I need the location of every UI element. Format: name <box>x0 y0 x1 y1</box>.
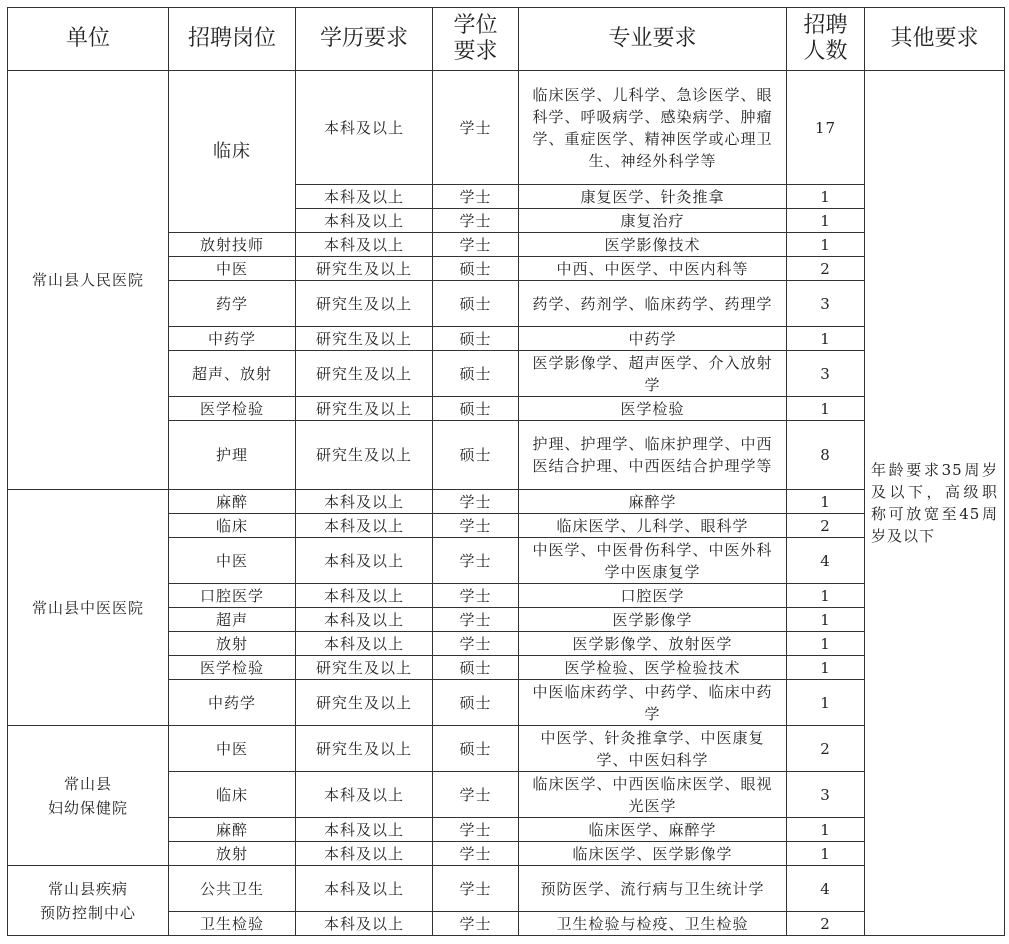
degree-cell: 硕士 <box>433 397 519 421</box>
post-cell: 医学检验 <box>169 397 296 421</box>
count-cell: 1 <box>787 233 865 257</box>
unit-cell: 常山县 妇幼保健院 <box>8 726 169 866</box>
education-cell: 研究生及以上 <box>296 656 433 680</box>
count-cell: 17 <box>787 71 865 185</box>
major-cell: 临床医学、医学影像学 <box>519 842 787 866</box>
education-cell: 研究生及以上 <box>296 726 433 772</box>
count-cell: 2 <box>787 257 865 281</box>
count-cell: 3 <box>787 351 865 397</box>
major-cell: 预防医学、流行病与卫生统计学 <box>519 866 787 912</box>
header-row <box>8 8 1005 71</box>
major-cell: 临床医学、中西医临床医学、眼视光医学 <box>519 772 787 818</box>
major-cell: 康复医学、针灸推拿 <box>519 185 787 209</box>
count-cell: 1 <box>787 397 865 421</box>
major-cell: 口腔医学 <box>519 584 787 608</box>
degree-cell: 硕士 <box>433 656 519 680</box>
major-cell: 中医临床药学、中药学、临床中药学 <box>519 680 787 726</box>
degree-cell: 学士 <box>433 490 519 514</box>
major-cell: 康复治疗 <box>519 209 787 233</box>
education-cell: 本科及以上 <box>296 608 433 632</box>
table-row <box>8 726 1005 772</box>
count-cell: 1 <box>787 209 865 233</box>
post-cell: 药学 <box>169 281 296 327</box>
degree-cell: 硕士 <box>433 327 519 351</box>
count-cell: 1 <box>787 818 865 842</box>
count-cell: 4 <box>787 866 865 912</box>
other-requirement-cell: 年龄要求35周岁及以下，高级职称可放宽至45周岁及以下 <box>865 71 1005 936</box>
major-cell: 护理、护理学、临床护理学、中西医结合护理、中西医结合护理学等 <box>519 421 787 490</box>
count-cell: 2 <box>787 726 865 772</box>
count-cell: 1 <box>787 632 865 656</box>
education-cell: 本科及以上 <box>296 772 433 818</box>
education-cell: 研究生及以上 <box>296 281 433 327</box>
header-other: 其他要求 <box>865 8 1005 71</box>
post-cell: 放射 <box>169 632 296 656</box>
education-cell: 本科及以上 <box>296 490 433 514</box>
count-cell: 2 <box>787 514 865 538</box>
education-cell: 本科及以上 <box>296 866 433 912</box>
table-row <box>8 866 1005 912</box>
unit-cell: 常山县中医医院 <box>8 490 169 726</box>
major-cell: 医学影像学、放射医学 <box>519 632 787 656</box>
major-cell: 医学检验、医学检验技术 <box>519 656 787 680</box>
major-cell: 中医学、中医骨伤科学、中医外科学中医康复学 <box>519 538 787 584</box>
degree-cell: 学士 <box>433 608 519 632</box>
education-cell: 本科及以上 <box>296 209 433 233</box>
major-cell: 临床医学、儿科学、眼科学 <box>519 514 787 538</box>
education-cell: 研究生及以上 <box>296 327 433 351</box>
major-cell: 临床医学、儿科学、急诊医学、眼科学、呼吸病学、感染病学、肿瘤学、重症医学、精神医学或心理卫生、神经外科学等 <box>519 71 787 185</box>
major-cell: 中药学 <box>519 327 787 351</box>
post-cell: 临床 <box>169 71 296 233</box>
count-cell: 1 <box>787 584 865 608</box>
education-cell: 研究生及以上 <box>296 351 433 397</box>
post-cell: 医学检验 <box>169 656 296 680</box>
degree-cell: 学士 <box>433 632 519 656</box>
major-cell: 医学检验 <box>519 397 787 421</box>
major-cell: 中西、中医学、中医内科等 <box>519 257 787 281</box>
degree-cell: 学士 <box>433 842 519 866</box>
education-cell: 研究生及以上 <box>296 397 433 421</box>
degree-cell: 硕士 <box>433 281 519 327</box>
education-cell: 本科及以上 <box>296 584 433 608</box>
post-cell: 中医 <box>169 726 296 772</box>
degree-cell: 硕士 <box>433 351 519 397</box>
post-cell: 公共卫生 <box>169 866 296 912</box>
post-cell: 口腔医学 <box>169 584 296 608</box>
header-unit: 单位 <box>8 8 169 71</box>
degree-cell: 学士 <box>433 912 519 936</box>
count-cell: 2 <box>787 912 865 936</box>
major-cell: 医学影像学 <box>519 608 787 632</box>
degree-cell: 学士 <box>433 538 519 584</box>
post-cell: 中药学 <box>169 327 296 351</box>
count-cell: 1 <box>787 608 865 632</box>
education-cell: 研究生及以上 <box>296 257 433 281</box>
education-cell: 本科及以上 <box>296 185 433 209</box>
post-cell: 麻醉 <box>169 818 296 842</box>
degree-cell: 硕士 <box>433 257 519 281</box>
major-cell: 药学、药剂学、临床药学、药理学 <box>519 281 787 327</box>
post-cell: 中医 <box>169 538 296 584</box>
education-cell: 本科及以上 <box>296 233 433 257</box>
post-cell: 超声、放射 <box>169 351 296 397</box>
unit-cell: 常山县人民医院 <box>8 71 169 490</box>
post-cell: 卫生检验 <box>169 912 296 936</box>
post-cell: 放射 <box>169 842 296 866</box>
table-row <box>8 71 1005 185</box>
count-cell: 1 <box>787 327 865 351</box>
major-cell: 卫生检验与检疫、卫生检验 <box>519 912 787 936</box>
major-cell: 医学影像学、超声医学、介入放射学 <box>519 351 787 397</box>
header-post: 招聘岗位 <box>169 8 296 71</box>
count-cell: 3 <box>787 281 865 327</box>
education-cell: 研究生及以上 <box>296 680 433 726</box>
degree-cell: 学士 <box>433 866 519 912</box>
post-cell: 麻醉 <box>169 490 296 514</box>
count-cell: 4 <box>787 538 865 584</box>
table-row <box>8 490 1005 514</box>
count-cell: 3 <box>787 772 865 818</box>
recruitment-table <box>7 7 1005 936</box>
degree-cell: 学士 <box>433 514 519 538</box>
degree-cell: 学士 <box>433 772 519 818</box>
header-major: 专业要求 <box>519 8 787 71</box>
major-cell: 中医学、针灸推拿学、中医康复学、中医妇科学 <box>519 726 787 772</box>
post-cell: 放射技师 <box>169 233 296 257</box>
header-education: 学历要求 <box>296 8 433 71</box>
degree-cell: 硕士 <box>433 421 519 490</box>
education-cell: 本科及以上 <box>296 818 433 842</box>
post-cell: 临床 <box>169 514 296 538</box>
header-degree <box>433 8 519 71</box>
education-cell: 研究生及以上 <box>296 421 433 490</box>
header-degree-text: 学位 要求 <box>453 13 498 64</box>
count-cell: 1 <box>787 680 865 726</box>
post-cell: 护理 <box>169 421 296 490</box>
major-cell: 医学影像技术 <box>519 233 787 257</box>
count-cell: 1 <box>787 490 865 514</box>
degree-cell: 学士 <box>433 818 519 842</box>
post-cell: 临床 <box>169 772 296 818</box>
degree-cell: 学士 <box>433 71 519 185</box>
education-cell: 本科及以上 <box>296 842 433 866</box>
count-cell: 8 <box>787 421 865 490</box>
unit-cell: 常山县疾病 预防控制中心 <box>8 866 169 936</box>
degree-cell: 学士 <box>433 584 519 608</box>
degree-cell: 学士 <box>433 233 519 257</box>
degree-cell: 硕士 <box>433 680 519 726</box>
post-cell: 超声 <box>169 608 296 632</box>
header-count <box>787 8 865 71</box>
count-cell: 1 <box>787 656 865 680</box>
degree-cell: 学士 <box>433 185 519 209</box>
post-cell: 中医 <box>169 257 296 281</box>
degree-cell: 学士 <box>433 209 519 233</box>
count-cell: 1 <box>787 842 865 866</box>
education-cell: 本科及以上 <box>296 912 433 936</box>
post-cell: 中药学 <box>169 680 296 726</box>
education-cell: 本科及以上 <box>296 71 433 185</box>
education-cell: 本科及以上 <box>296 538 433 584</box>
count-cell: 1 <box>787 185 865 209</box>
major-cell: 临床医学、麻醉学 <box>519 818 787 842</box>
header-count-text: 招聘 人数 <box>803 13 848 64</box>
education-cell: 本科及以上 <box>296 514 433 538</box>
education-cell: 本科及以上 <box>296 632 433 656</box>
degree-cell: 硕士 <box>433 726 519 772</box>
major-cell: 麻醉学 <box>519 490 787 514</box>
